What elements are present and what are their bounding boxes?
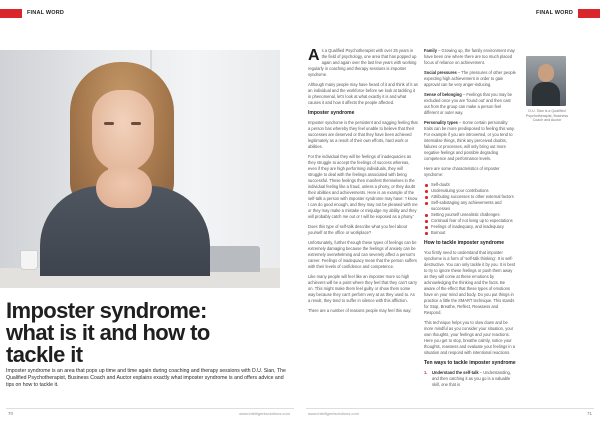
paragraph: There are a number of reasons people may feel this way:: [308, 308, 412, 313]
section-tab-left: [0, 9, 22, 18]
section-label-left: FINAL WORD: [27, 10, 65, 16]
intro-paragraph: As a Qualified Psychotherapist with over 25 years in the field of psychology, one area that has popped up again and again over the last few years with working regularly in coaching and therapy sessions is imposter syndrome.: [308, 48, 417, 77]
paragraph: Imposter syndrome is the persistent and nagging feeling that a person has whereby they feel unable to believe that their successes are deserved or that they have been achieved legitimately as a result of their own efforts, hard work or abilities.: [308, 120, 418, 149]
website-link-left[interactable]: www.intelligentsolutions.com: [239, 411, 290, 416]
reason-belonging: Sense of belonging – Feelings that you may be excluded once you are 'found out' and then cast out from the group can make a person feel different or outer way.: [424, 92, 513, 115]
characteristic-item: Burnout: [424, 230, 516, 236]
characteristic-item: Undervaluing your contributions: [424, 188, 516, 194]
author-photo: [526, 56, 566, 106]
characteristic-item: Self-sabotaging any achievements and successes: [424, 200, 516, 212]
section-tab-right: [578, 9, 600, 18]
body-column-1: [308, 48, 418, 318]
article-title: Imposter syndrome: what is it and how to tackle it: [6, 298, 210, 367]
characteristics-list: [424, 182, 516, 236]
page-number-left: 70: [8, 411, 14, 416]
subheading-how-to-tackle: How to tackle imposter syndrome: [424, 240, 505, 246]
section-label-right: FINAL WORD: [535, 10, 573, 16]
ways-list: [424, 370, 516, 388]
paragraph: Like many people will feel like an imposter more so high achievers will be a point where they feel that they can't carry on. This might make them feel guilty or show them some way because they can't perform very at as they used to. As a result, they tend to suffer in silence with this affliction.: [308, 274, 418, 303]
paragraph: For the individual they will be feelings of inadequacies as they struggle to accept the feelings of success whereas, even if they are high performing individuals, they will struggle to deal with the feelings associated with being successful. These feelings then manifest themselves in the individual feeling like a fraud, unless a phony, or they doubt their abilities and achievements. Here is an example of the self-talk a person with imposter syndrome may have: 'I know I can do good enough, and they may not be pleased with me or they may make a mistake or misjudge my ability and they will probably catch me out or I will be exposed as a phony.': [308, 154, 418, 219]
subheading-imposter-syndrome: Imposter syndrome: [308, 110, 355, 116]
website-link-right[interactable]: www.intelligentsolutions.com: [308, 411, 359, 416]
hero-photo: [0, 50, 280, 288]
characteristic-item: Continual fear of not living up to expectations: [424, 218, 516, 224]
page-number-right: 71: [586, 411, 592, 416]
right-page: [300, 0, 600, 424]
paragraph: This technique helps you to slow down and be more mindful as you consider your situation, your own thoughts, your feelings and your reactions. Here you get to stop, breathe calmly, notice your thoughts, reassess and evaluate your feelings in a situation and respond with intentional reactions.: [424, 320, 516, 355]
cup-illustration: [20, 250, 38, 270]
subheading-ten-ways: Ten ways to tackle imposter syndrome: [424, 360, 516, 366]
way-item: [424, 370, 516, 388]
way-text: – Understanding, and then catching it as you go is a valuable skill, one that is: [432, 370, 511, 387]
reason-family: Family – Growing up, the family environment may have been one where there are too much placed focus of reliance on achievement.: [424, 48, 515, 65]
characteristic-item: Setting yourself unrealistic challenges: [424, 212, 516, 218]
way-number: 1.: [424, 370, 428, 375]
reason-personality: Personality types – Some certain personality traits can be more predisposed to feeling this way. For example if you are introverted, or you tend to internalise things, think any perceived doubts, failures or processes, will only bring out more negative feelings and possible degrading competence and performance levels.: [424, 120, 515, 161]
characteristic-item: Self-doubt: [424, 182, 516, 188]
paragraph: Unfortunately, further through these types of feelings can be extremely damaging because the feelings of anxiety can be extremely overwhelming and can severely affect a person's career. Feelings of inadequacy mean that the person suffers with their levels of confidence and competence.: [308, 240, 417, 269]
article-standfirst: Imposter syndrome is an area that pops up time and time again during coaching and therapy sessions with D.U. Sian, The Qualified Psychotherapist, Business Coach and Auctor explains exactly what imposter syndrome is and offers advice and tips on how to tackle it.: [6, 368, 286, 388]
author-caption: D.U. Sian is a Qualified Psychotherapist, Business Coach and Auctor: [525, 109, 569, 123]
way-label: Understand the self-talk: [432, 370, 479, 375]
paragraph: Here are some characteristics of imposter syndrome:: [424, 166, 500, 177]
body-column-2: [424, 48, 516, 390]
drop-cap: A: [308, 48, 320, 64]
paragraph: Does this type of self-talk describe what you feel about yourself at the office or workplace?: [308, 224, 407, 235]
reason-social: Social pressures – The pressures of other people expecting high achievement in order to gain approval can be very anger-inducing.: [424, 70, 516, 87]
paragraph: Although many people may have heard of it and think of it as an individual and the workforce before we look at tackling it in phenomenal, let's look at what exactly it is and what causes it and how it affects the people affected.: [308, 82, 418, 105]
characteristic-item: Attributing successes to other external factors: [424, 194, 516, 200]
characteristic-item: Feelings of inadequacy, and inadequacy: [424, 224, 516, 230]
paragraph: You firstly need to understand that imposter syndrome is a form of 'self-talk thinking'. It is self-destructive. You can only tackle it by you. It is best to try to ignore these feelings or push them away as they will come at these emotions by acknowledging the thinking and the facts. Be aware of the effect that these types of emotions have on your mind and body. Do you put things in practice a little the SMART technique. This stands for Stop, Breathe, Reflect, Reassess and Respond.: [424, 250, 516, 315]
